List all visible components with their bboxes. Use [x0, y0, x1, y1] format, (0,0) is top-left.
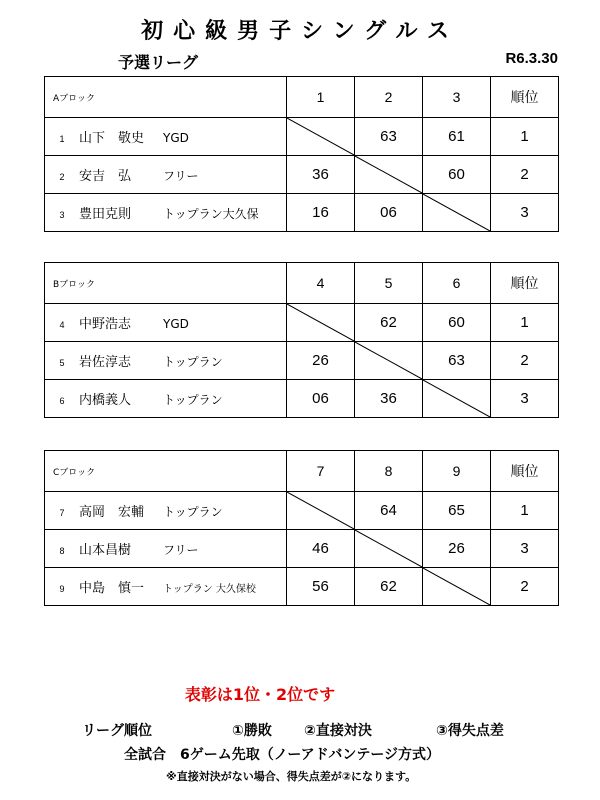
player-cell	[45, 530, 287, 568]
match-format: 全試合 6ゲーム先取（ノーアドバンテージ方式）	[124, 747, 441, 763]
player-rank: 2	[491, 568, 559, 606]
column-player-number: 7	[287, 451, 355, 492]
page-title: 初心級男子シングルス	[141, 19, 459, 44]
diagonal-line-icon	[423, 194, 490, 231]
player-row	[45, 156, 559, 194]
match-score: 63	[423, 342, 491, 380]
player-row	[45, 118, 559, 156]
match-score: 36	[287, 156, 355, 194]
player-name: 山本昌樹	[79, 543, 132, 558]
self-match-cell	[423, 380, 491, 418]
player-rank: 3	[491, 380, 559, 418]
player-number: 9	[59, 584, 65, 594]
column-player-number: 4	[287, 263, 355, 304]
player-rank: 2	[491, 342, 559, 380]
player-rank: 3	[491, 530, 559, 568]
league-table	[44, 450, 559, 606]
player-row	[45, 194, 559, 232]
player-club: フリー	[163, 169, 199, 183]
self-match-cell	[287, 118, 355, 156]
player-club: トップラン大久保	[163, 207, 259, 221]
player-number: 8	[59, 546, 65, 556]
player-cell	[45, 492, 287, 530]
column-player-number: 9	[423, 451, 491, 492]
player-number: 4	[59, 320, 65, 330]
player-rank: 3	[491, 194, 559, 232]
player-number: 7	[59, 508, 65, 518]
criterion-wins: ①勝敗	[232, 723, 272, 739]
match-score: 62	[355, 304, 423, 342]
block-name: Bブロック	[45, 263, 287, 304]
player-club: YGD	[163, 317, 189, 331]
player-cell	[45, 304, 287, 342]
match-score: 26	[287, 342, 355, 380]
diagonal-line-icon	[287, 304, 354, 341]
player-club: トップラン	[163, 355, 223, 369]
self-match-cell	[423, 194, 491, 232]
player-rank: 1	[491, 118, 559, 156]
player-number: 6	[59, 396, 65, 406]
event-date: R6.3.30	[505, 50, 558, 67]
player-club: トップラン	[163, 393, 223, 407]
rank-header: 順位	[491, 77, 559, 118]
player-number: 1	[59, 134, 65, 144]
player-rank: 2	[491, 156, 559, 194]
league-table	[44, 76, 559, 232]
diagonal-line-icon	[287, 492, 354, 529]
player-cell	[45, 342, 287, 380]
match-score: 06	[287, 380, 355, 418]
self-match-cell	[287, 304, 355, 342]
league-order-label: リーグ順位	[82, 723, 152, 739]
ranking-criteria	[82, 720, 504, 740]
league-table	[44, 262, 559, 418]
player-name: 高岡 宏輔	[79, 505, 145, 520]
match-score: 65	[423, 492, 491, 530]
match-score: 61	[423, 118, 491, 156]
diagonal-line-icon	[423, 380, 490, 417]
self-match-cell	[423, 568, 491, 606]
match-score: 56	[287, 568, 355, 606]
match-score: 64	[355, 492, 423, 530]
column-player-number: 2	[355, 77, 423, 118]
player-club: フリー	[163, 543, 199, 557]
award-note: 表彰は1位・2位です	[184, 685, 336, 704]
player-rank: 1	[491, 492, 559, 530]
player-row	[45, 342, 559, 380]
criterion-game-difference: ③得失点差	[436, 723, 504, 739]
rank-header: 順位	[491, 263, 559, 304]
match-score: 60	[423, 156, 491, 194]
match-score: 63	[355, 118, 423, 156]
player-row	[45, 380, 559, 418]
player-name: 中島 慎一	[79, 581, 145, 596]
column-player-number: 8	[355, 451, 423, 492]
match-score: 26	[423, 530, 491, 568]
player-name: 山下 敬史	[79, 131, 145, 146]
player-name: 安吉 弘	[79, 169, 132, 184]
footnote: ※直接対決がない場合、得失点差が②になります。	[166, 770, 417, 783]
player-cell	[45, 380, 287, 418]
match-score: 46	[287, 530, 355, 568]
diagonal-line-icon	[355, 530, 422, 567]
player-number: 5	[59, 358, 65, 368]
player-row	[45, 304, 559, 342]
column-player-number: 1	[287, 77, 355, 118]
block-name: Cブロック	[45, 451, 287, 492]
diagonal-line-icon	[423, 568, 490, 605]
player-club: トップラン 大久保校	[163, 584, 256, 595]
player-cell	[45, 568, 287, 606]
player-row	[45, 568, 559, 606]
column-player-number: 5	[355, 263, 423, 304]
match-score: 62	[355, 568, 423, 606]
player-number: 3	[59, 210, 65, 220]
player-row	[45, 492, 559, 530]
diagonal-line-icon	[355, 342, 422, 379]
player-cell	[45, 194, 287, 232]
column-player-number: 6	[423, 263, 491, 304]
match-score: 06	[355, 194, 423, 232]
player-name: 豊田克則	[79, 207, 132, 222]
player-rank: 1	[491, 304, 559, 342]
player-club: YGD	[163, 131, 189, 145]
column-player-number: 3	[423, 77, 491, 118]
player-name: 岩佐淳志	[79, 355, 132, 370]
player-club: トップラン	[163, 505, 223, 519]
player-name: 内橋義人	[79, 393, 132, 408]
diagonal-line-icon	[355, 156, 422, 193]
self-match-cell	[355, 342, 423, 380]
block-name: Aブロック	[45, 77, 287, 118]
diagonal-line-icon	[287, 118, 354, 155]
player-cell	[45, 156, 287, 194]
player-row	[45, 530, 559, 568]
page-subtitle: 予選リーグ	[118, 53, 199, 72]
player-cell	[45, 118, 287, 156]
match-score: 60	[423, 304, 491, 342]
player-name: 中野浩志	[79, 317, 132, 332]
criterion-head-to-head: ②直接対決	[304, 723, 372, 739]
self-match-cell	[355, 156, 423, 194]
self-match-cell	[355, 530, 423, 568]
self-match-cell	[287, 492, 355, 530]
match-score: 36	[355, 380, 423, 418]
rank-header: 順位	[491, 451, 559, 492]
match-score: 16	[287, 194, 355, 232]
player-number: 2	[59, 172, 65, 182]
